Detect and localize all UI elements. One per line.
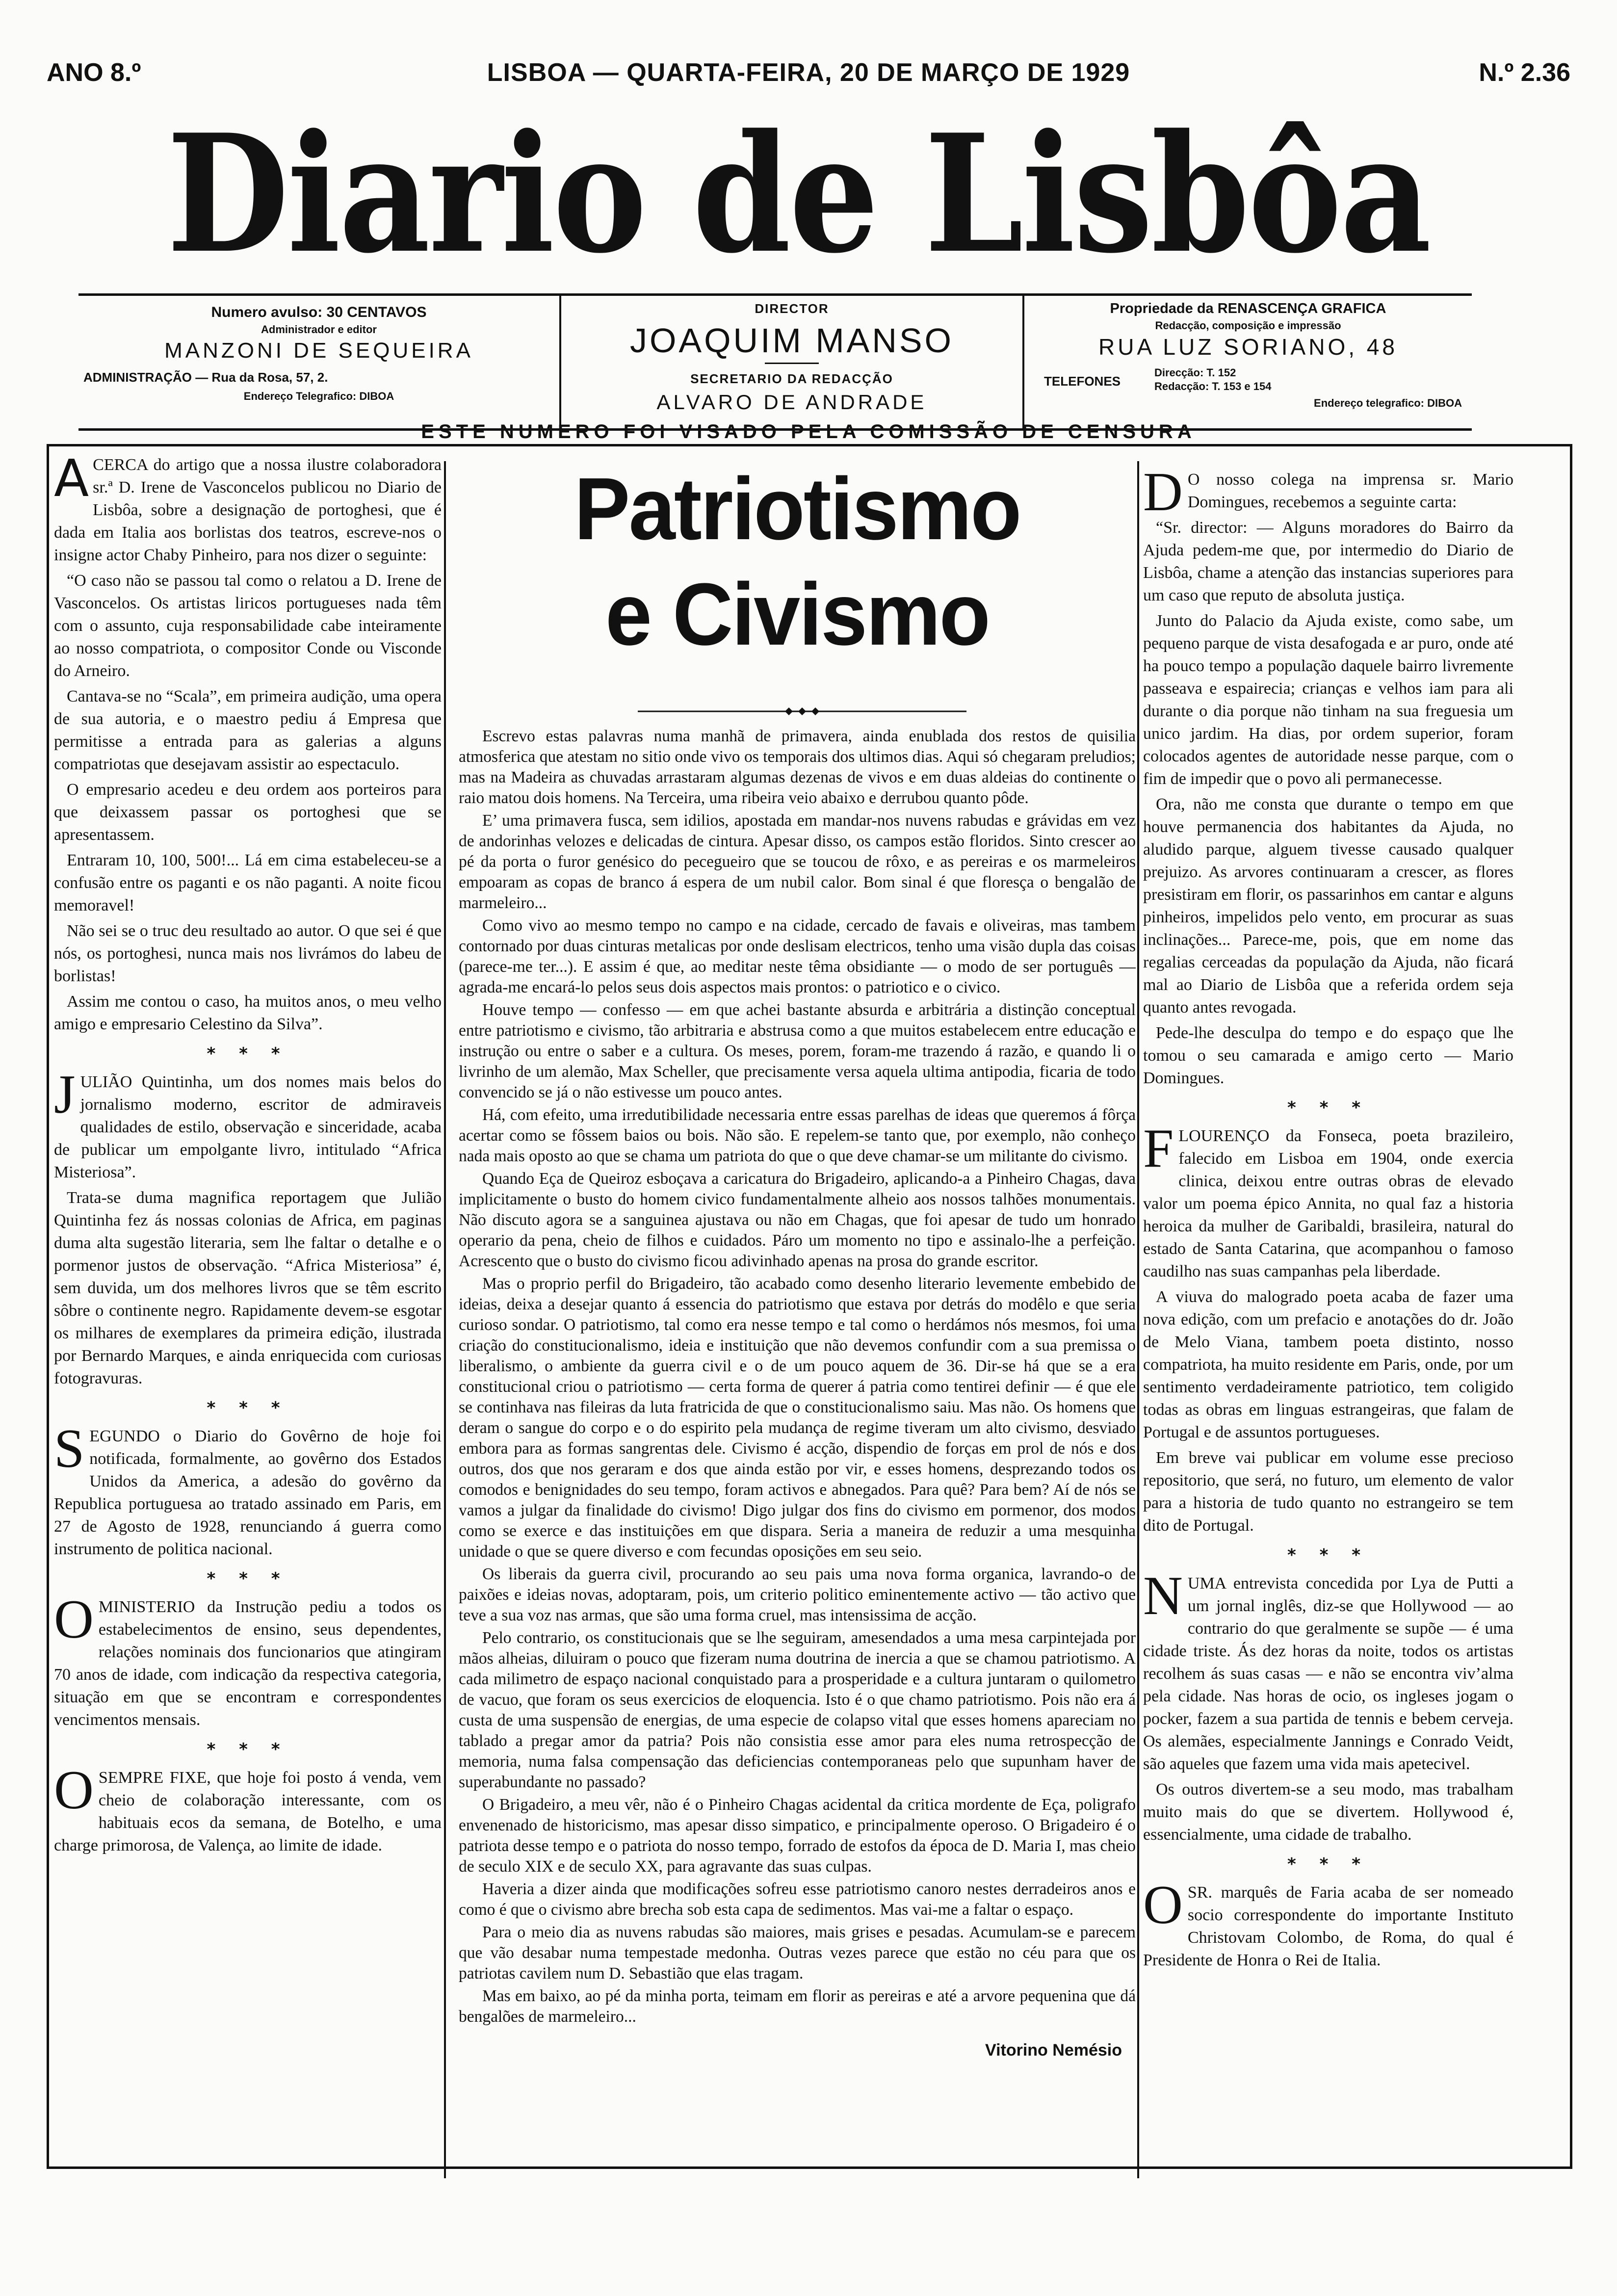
dateline: LISBOA — QUARTA-FEIRA, 20 DE MARÇO DE 1929 <box>487 58 1130 87</box>
drop-cap: O <box>54 1589 94 1650</box>
tel-redaccao: Redacção: T. 153 e 154 <box>1154 380 1272 392</box>
paragraph: Trata-se duma magnifica reportagem que Julião Quintinha fez ás nossas colonias de Africa, em paginas duma alta sugestão literaria, sem lhe faltar o detalhe e o pormenor justos de observação. “Africa Misteriosa” é, sem duvida, um dos melhores livros que se têm escrito sôbre o continente negro. Rapidamente devem-se esgotar os milhares de exemplares da primeira edição, ilustrada por Bernardo Marques, e ainda enriquecida com curiosas fotogravuras. <box>54 1189 442 1387</box>
price: Numero avulso: 30 CENTAVOS <box>211 304 427 320</box>
telegraph-left: Endereço Telegrafico: DIBOA <box>243 390 394 402</box>
divider <box>765 363 819 364</box>
drop-cap: N <box>1143 1565 1183 1626</box>
paragraph: “O caso não se passou tal como o relatou a D. Irene de Vasconcelos. Os artistas liricos portugueses nada têm com o assunto, cuja responsabilidade cabe inteiramente ao nosso compatriota, o compositor Conde ou Visconde do Arneiro. <box>54 572 442 680</box>
masthead-title: Diario de Lisbôa <box>167 99 1430 289</box>
section-stars: * * * <box>1287 1545 1369 1565</box>
telefones-label: TELEFONES <box>1044 374 1121 389</box>
paragraph-text: CERCA do artigo que a nossa ilustre colaboradora sr.ª D. Irene de Vasconcelos publicou no Diario de Lisbôa, sobre a designação de portoghesi, que é dada em Italia aos borlistas dos teatros, escreve-nos o insigne actor Chaby Pinheiro, para nos dizer o seguinte: <box>54 456 442 564</box>
center-article-body <box>459 726 1136 2139</box>
paragraph-text: UMA entrevista concedida por Lya de Putti a um jornal inglês, diz-se que Hollywood — ao contrario do que geralmente se supõe — é uma cidade triste. Ás dez horas da noite, todos os artistas recolhem ás suas casas — e não se encontra viv’alma pela cidade. Nas horas de ocio, os ingleses jogam o pocker, fazem a sua partida de tennis e bebem cerveja. Os alemães, especialmente Jannings e Conrado Veidt, são aqueles que fazem uma vida mais apetecivel. <box>1143 1574 1513 1773</box>
paragraph: A viuva do malogrado poeta acaba de fazer uma nova edição, com um prefacio e anotações do dr. João de Melo Viana, tambem poeta distinto, nosso compatriota, ha muito residente em Paris, onde, por um sentimento verdadeiramente patriotico, tem coligido todas as obras em linguas estrangeiras, que falam de Portugal e de assuntos portugueses. <box>1143 1288 1513 1441</box>
info-bar <box>78 293 1472 431</box>
administracao: ADMINISTRAÇÃO — Rua da Rosa, 57, 2. <box>83 370 328 385</box>
drop-cap: O <box>1143 1875 1183 1935</box>
article-paragraph: Como vivo ao mesmo tempo no campo e na cidade, cercado de favais e oliveiras, mas tambem contornado por duas cinturas metalicas por onde deslisam electricos, tenho uma visão dupla das coisas (parece-me ter...). E assim é que, ao meditar neste têma obsidiante — o modo de ser português — agrada-me encará-lo pelos seus dois aspectos mais prontos: o patriotico e o civico. <box>459 916 1136 996</box>
section-stars: * * * <box>207 1044 289 1064</box>
section-stars: * * * <box>207 1740 289 1759</box>
paragraph: O empresario acedeu e deu ordem aos porteiros para que deixassem passar os portoghesi que se apresentassem. <box>54 781 442 844</box>
article-signature: Vitorino Nemésio <box>985 2041 1122 2060</box>
paragraph <box>54 1418 442 1561</box>
paragraph <box>1143 469 1513 522</box>
paragraph: Cantava-se no “Scala”, em primeira audição, uma opera de sua autoria, e o maestro pediu á Empresa que permitisse a entrada para as galerias a alguns compatriotas que desejavam assistir ao espectaculo. <box>54 687 442 773</box>
secretario-label: SECRETARIO DA REDACÇÃO <box>690 371 893 386</box>
drop-cap: S <box>54 1418 85 1479</box>
drop-cap: O <box>54 1760 94 1821</box>
paragraph: Pede-lhe desculpa do tempo e do espaço que lhe tomou o seu camarada e amigo certo — Mario Domingues. <box>1143 1024 1513 1087</box>
paragraph <box>1143 1118 1513 1283</box>
right-column <box>1143 469 1513 2176</box>
masthead <box>167 86 1452 302</box>
redaccao-label: Redacção, composição e impressão <box>1155 319 1341 332</box>
column-rule <box>1137 461 1139 2178</box>
telefones <box>1024 365 1472 396</box>
article-paragraph: Há, com efeito, uma irredutibilidade necessaria entre essas parelhas de ideas que queremos á fôrça acertar como se fôssem baios ou bois. Não são. E repelem-se tanto que, por exemplo, não conheço nada mais oposto ao que se chama um patriota do que o que deve chamar-se um militante do civismo. <box>459 1106 1136 1165</box>
article-paragraph: Quando Eça de Queiroz esboçava a caricatura do Brigadeiro, aplicando-a a Pinheiro Chagas, dava implicitamente o busto do homem civico fundamentalmente alheio aos nossos talhões monumentais. Não discuto agora se a sanguinea ajustava ou não em Chagas, que foi apesar de tudo um honrado operario da pena, cheio de filhos e cuidados. Páro um momento no tipo e assinalo-lhe a perfeição. Acrescento que o busto do civismo ficou adivinhado apenas na prosa do grande escritor. <box>459 1170 1136 1270</box>
paragraph-text: LOURENÇO da Fonseca, poeta brazileiro, falecido em Lisboa em 1904, onde exercia clinica, deixou entre outras obras de elevado valor um poema épico Annita, no qual faz a historia heroica da mulher de Garibaldi, brasileira, natural do estado de Santa Catarina, que acompanhou o famoso caudilho nas suas campanhas pela liberdade. <box>1143 1127 1513 1280</box>
article-paragraphs <box>459 726 1136 2027</box>
article-headline <box>449 456 1146 667</box>
director-name: JOAQUIM MANSO <box>629 321 954 360</box>
paragraph <box>54 454 442 567</box>
section-stars: * * * <box>1287 1098 1369 1118</box>
admin-name: MANZONI DE SEQUEIRA <box>164 339 473 363</box>
paragraph <box>1143 1565 1513 1775</box>
article-paragraph: E’ uma primavera fusca, sem idilios, apostada em mandar-nos nuvens rabudas e grávidas em vez de andorinhas velozes e delicadas de cintura. Apesar disso, os campos estão floridos. Sinto crescer ao pé da porta o furor genésico do pecegueiro que se toucou de rôxo, e as pereiras e os marmeleiros empoaram as copas de branco á espera de um nubil calor. Bom sinal é que floresça o bengalão de marmeleiro... <box>459 811 1136 912</box>
article-paragraph: Pelo contrario, os constitucionais que se lhe seguiram, amesendados a uma mesa carpintejada por mãos alheias, diluiram o pouco que fizeram numa doutrina de inercia a que se chamou patriotismo. A cada milimetro de espaço nacional conquistado para a prosperidade e a cultura juntaram o quilometro de vacuo, que foram os seus exercicios de eloquencia. Isto é o que chamo patriotismo. Pois não era á custa de uma suspensão de energias, de uma especie de colapso vital que esses homens apareciam no tablado a pregar amor da patria? Pois não consistia esse amor para eles numa retrospecção de memoria, numa falsa compensação das deficiencias contemporaneas pelo que supunham haver de superabundante no passado? <box>459 1629 1136 1791</box>
info-center <box>561 296 1022 431</box>
year-label: ANO 8.º <box>47 58 141 87</box>
morada: RUA LUZ SORIANO, 48 <box>1098 334 1398 360</box>
drop-cap: F <box>1143 1118 1174 1179</box>
article-paragraph: Mas o proprio perfil do Brigadeiro, tão acabado como desenho literario levemente embebido de ideias, deixa a desejar quanto á essencia do patriotismo que estava por detrás do modêlo e que seria curioso sondar. O patriotismo, tal como era nesse tempo e tal como o herdámos nós mesmos, foi uma criação do constitucionalismo, ideia e instituição que não devemos confundir com a sua premissa o liberalismo, o ambiente da guerra civil e o de um pouco aquem de 36. Dir-se há que se a era constitucional criou o patriotismo — certa forma de querer á patria como tentirei definir — é que ele se continhava nas fileiras da luta fratricida de que o constitucionalismo saiu. Mas não. Os homens que deram o sangue do corpo e o do espirito pela mudança de regime tiveram um alto civismo, desviado embora para as formas sangrentas dele. Civismo é acção, dispendio de forças em prol de nós e dos outros, dos que nos geraram e dos que ainda estão por vir, e esses homens, desprezando todos os comodos e benignidades do seu tempo, foram activos e abnegados. Para quê? Para bem? Aí de nós se vamos a julgar da finalidade do civismo! Digo julgar dos fins do civismo em pormenor, dos modos como se exerce e das instituições em que dispara. Seria a maneira de reduzir a uma mesquinha unidade o que se quere diverso e com fecundas oposições em seu seio. <box>459 1275 1136 1561</box>
paragraph: Entraram 10, 100, 500!... Lá em cima estabeleceu-se a confusão entre os paganti e os não paganti. A noite ficou memoravel! <box>54 851 442 914</box>
headline-line-1: Patriotismo <box>574 460 1020 558</box>
paragraph <box>54 1589 442 1731</box>
section-stars: * * * <box>207 1569 289 1589</box>
drop-cap: D <box>1143 469 1183 522</box>
secretario-name: ALVARO DE ANDRADE <box>656 391 927 414</box>
paragraph-text: SR. marquês de Faria acaba de ser nomeado socio correspondente do importante Instituto Christovam Colombo, de Roma, do qual é Presidente de Honra o Rei de Italia. <box>1143 1883 1513 1969</box>
article-paragraph: Escrevo estas palavras numa manhã de primavera, ainda enublada dos restos de quisilia atmosferica que atestam no sitio onde vivo os temporais dos ultimos dias. Aqui só chegaram preludios; mas na Madeira as chuvadas arrastaram algumas dezenas de vivos e em duas aldeias do continente o raio matou dois homens. Na Terceira, uma ribeira veio abaixo e derrubou quanto pôde. <box>459 727 1136 807</box>
drop-cap: J <box>54 1064 76 1125</box>
paragraph: Junto do Palacio da Ajuda existe, como sabe, um pequeno parque de vista desafogada e ar puro, onde até ha pouco tempo a população daquele bairro livremente passeava e espairecia; crianças e velhos iam para ali durante o dia porque não tinham na sua freguesia um unico jardim. Ha dias, por ordem superior, foram colocados agentes de autoridade nesse parque, com o fim de impedir que o povo ali permanecesse. <box>1143 612 1513 788</box>
headline-line-2: e Civismo <box>605 565 990 664</box>
paragraph: Em breve vai publicar em volume esse precioso repositorio, que será, no futuro, um elemento de valor para a historia de tudo quanto no estrangeiro se tem dito de Portugal. <box>1143 1449 1513 1535</box>
article-paragraph: Mas em baixo, ao pé da minha porta, teimam em florir as pereiras e até a arvore pequenina que dá bengalões de marmeleiro... <box>459 1987 1136 2026</box>
drop-cap: A <box>54 454 89 508</box>
left-column <box>54 454 442 2200</box>
paragraph-text: EGUNDO o Diario do Govêrno de hoje foi notificada, formalmente, ao govêrno dos Estados Unidos da America, a adesão do govêrno da Republica portuguesa ao tratado assinado em Paris, em 27 de Agosto de 1928, renunciando á guerra como instrumento de politica nacional. <box>54 1427 442 1558</box>
paragraph: Não sei se o truc deu resultado ao autor. O que sei é que nós, os portoghesi, nunca mais nos livrámos do labeu de borlistas! <box>54 922 442 985</box>
paragraph <box>54 1760 442 1857</box>
propriedade: Propriedade da RENASCENÇA GRAFICA <box>1110 301 1386 316</box>
paragraph: Os outros divertem-se a seu modo, mas trabalham muito mais do que se divertem. Hollywood é, essencialmente, uma cidade de trabalho. <box>1143 1780 1513 1844</box>
paragraph-text: MINISTERIO da Instrução pediu a todos os estabelecimentos de ensino, seus dependentes, relações nominais dos funcionarios que atingiram 70 anos de idade, com indicação da respectiva categoria, situação em que se encontram e correspondentes vencimentos mensais. <box>54 1598 442 1729</box>
issue-number: N.º 2.36 <box>1479 58 1570 87</box>
article-paragraph: Houve tempo — confesso — em que achei bastante absurda e arbitrária a distinção conceptual entre patriotismo e civismo, tão arbitraria e abstrusa como a que muitos estabelecem entre educação e instrução ou entre o saber e a cultura. Os meses, porem, foram-me trazendo á razão, e quando li o livrinho de um alemão, Max Scheller, que precisamente versa aquela ultima antipodia, ficaria de todo convencido se já o não estivesse um pouco antes. <box>459 1001 1136 1101</box>
telegraph-right: Endereço telegrafico: DIBOA <box>1314 397 1462 409</box>
admin-label: Administrador e editor <box>261 323 377 336</box>
director-label: DIRECTOR <box>755 301 829 316</box>
paragraph <box>54 1064 442 1184</box>
column-rule <box>444 461 446 2178</box>
paragraph: Ora, não me consta que durante o tempo em que houve permanencia dos habitantes da Ajuda, no aludido parque, alguem tivesse causado qualquer prejuizo. As arvores continuaram a crescer, as flores presistiram em florir, os passarinhos em cantar e alguns pinheiros, impelidos pelo vento, em procurar as suas inclinações... Parece-me, pois, que em nome das regalias cerceadas da população da Ajuda, não ficará mal ao Diario de Lisbôa que a referida ordem seja quanto antes revogada. <box>1143 795 1513 1017</box>
section-stars: * * * <box>207 1398 289 1418</box>
section-stars: * * * <box>1287 1854 1369 1874</box>
article-paragraph: Haveria a dizer ainda que modificações sofreu esse patriotismo canoro nestes derradeiros anos e como é que o civismo abre brecha sob esta capa de sedimentos. Mas vai-me a faltar o espaço. <box>459 1880 1136 1919</box>
paragraph: Assim me contou o caso, ha muitos anos, o meu velho amigo e empresario Celestino da Silva”. <box>54 992 442 1033</box>
ornament-rule-icon <box>638 704 966 719</box>
paragraph-text: ULIÃO Quintinha, um dos nomes mais belos do jornalismo moderno, escritor de admiraveis qualidades de estilo, observação e sinceridade, acaba de publicar um empolgante livro, intitulado “Africa Misteriosa”. <box>54 1073 442 1181</box>
info-left <box>78 296 559 435</box>
paragraph <box>1143 1875 1513 1972</box>
article-paragraph: Para o meio dia as nuvens rabudas são maiores, mais grises e pesadas. Acumulam-se e parecem que vão desabar numa tempestade medonha. Outras vezes parece que estão no céu para que os patriotas cavilem num D. Sebastião que elas tragam. <box>459 1923 1136 1983</box>
paragraph: “Sr. director: — Alguns moradores do Bairro da Ajuda pedem-me que, por intermedio do Diario de Lisbôa, chame a atenção das instancias superiores para um caso que reputo de absoluta justiça. <box>1143 519 1513 604</box>
paragraph-text: SEMPRE FIXE, que hoje foi posto á venda, vem cheio de colaboração interessante, com os habituais ecos da semana, de Botelho, e uma charge primorosa, de Valença, ao limite de idade. <box>54 1769 442 1854</box>
article-paragraph: Os liberais da guerra civil, procurando ao seu pais uma nova forma organica, lavrando-o de paixões e ideias novas, adoptaram, pois, um criterio politico eminentemente activo — tão activo que teve a sua voz nas armas, que são uma forma cruel, mas intensissima de acção. <box>459 1565 1136 1624</box>
info-right <box>1024 296 1472 431</box>
paragraph-text: O nosso colega na imprensa sr. Mario Domingues, recebemos a seguinte carta: <box>1187 470 1513 511</box>
censorship-notice: ESTE NUMERO FOI VISADO PELA COMISSÃO DE CENSURA <box>421 421 1196 443</box>
article-paragraph: O Brigadeiro, a meu vêr, não é o Pinheiro Chagas acidental da critica mordente de Eça, poligrafo envenenado de historicismo, mas apesar disso simpatico, e principalmente operoso. O Brigadeiro é o patriota desse tempo e o patriota do nosso tempo, forrado de estofos da época de D. Maria I, mas cheio de seculo XIX e de seculo XX, para agravante das suas culpas. <box>459 1796 1136 1876</box>
tel-direccao: Direcção: T. 152 <box>1154 366 1236 379</box>
